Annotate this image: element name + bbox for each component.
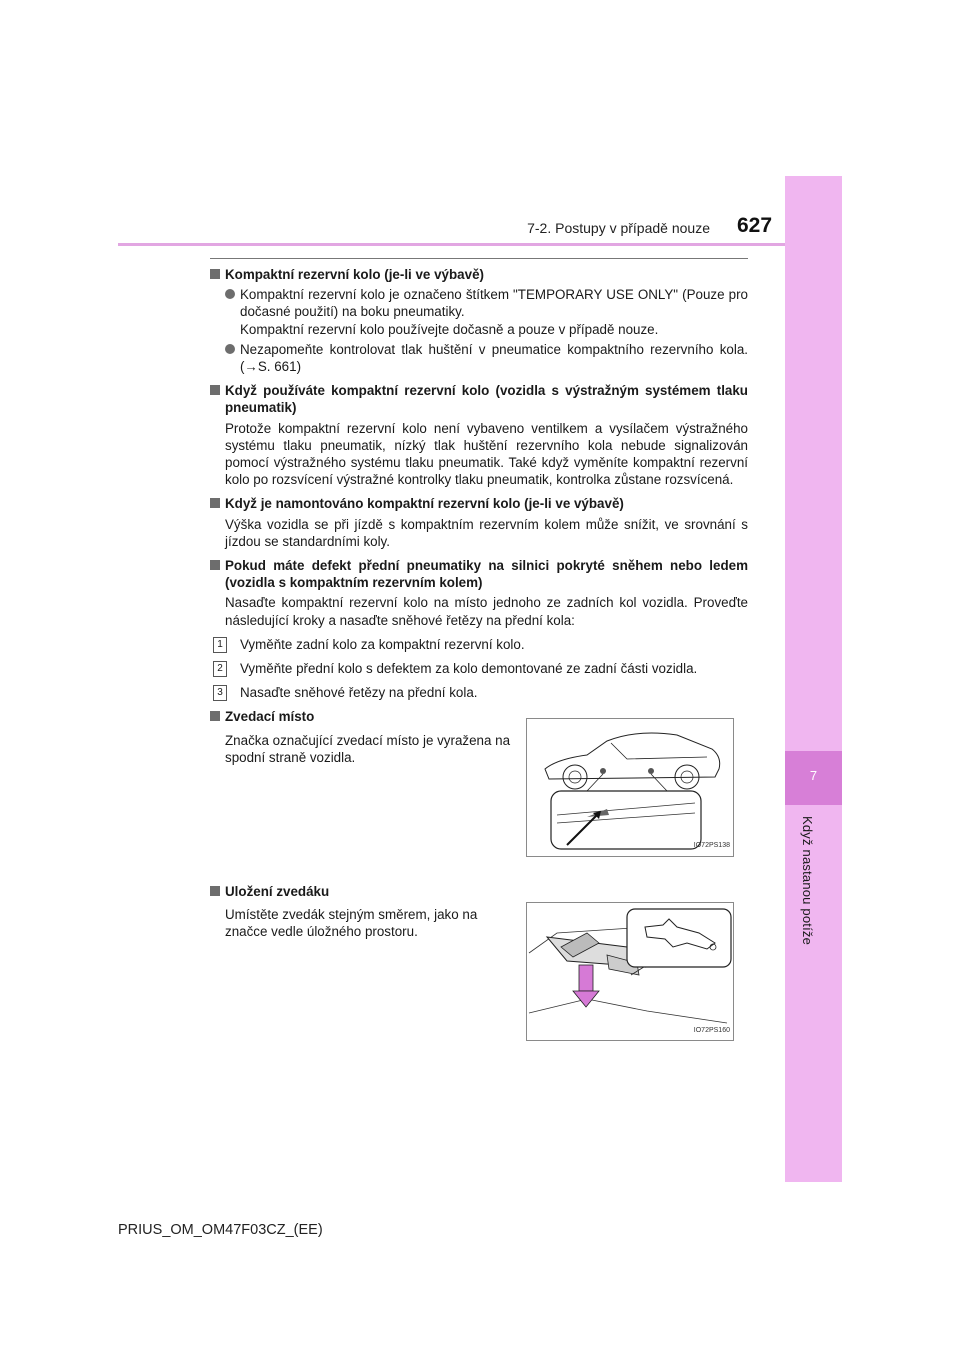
bullet-check-pressure: Nezapomeňte kontrolovat tlak huštění v pneumatice kompaktního rezervního kola. (→S. 661) bbox=[210, 341, 748, 375]
paragraph-snow: Nasaďte kompaktní rezervní kolo na místo jednoho ze zadních kol vozidla. Proveďte následující kroky a nasaďte sněhové řetězy na přední kola: bbox=[225, 595, 748, 628]
heading-installed: Když je namontováno kompaktní rezervní kolo (je-li ve výbavě) bbox=[210, 495, 748, 512]
jack-point-row bbox=[210, 726, 748, 876]
jack-storage-illustration bbox=[527, 903, 733, 1040]
bullet-temporary-use: Kompaktní rezervní kolo je označeno štítkem "TEMPORARY USE ONLY" (Pouze pro dočasné použití) na boku pneumatiky. Kompaktní rezervní kolo používejte dočasně a pouze v případě nouze. bbox=[210, 286, 748, 338]
square-bullet-icon bbox=[210, 269, 220, 279]
round-bullet-icon bbox=[225, 344, 235, 354]
header-rule bbox=[118, 243, 785, 246]
paragraph-jack-storage: Umístěte zvedák stejným směrem, jako na značce vedle úložného prostoru. bbox=[225, 906, 478, 940]
square-bullet-icon bbox=[210, 560, 220, 570]
chapter-number: 7 bbox=[809, 768, 818, 783]
paragraph-tpms: Protože kompaktní rezervní kolo není vybaveno ventilkem a vysílačem výstražného systému tlaku pneumatik, nízký tlak huštění rezervního kola nebude signalizován pomocí výstražného systému tlaku pneumatik. Také když vyměníte kompaktní rezervní kolo po rozsvícení výstražné kontrolky tlaku pneumatik, kontrolka zůstane rozsvícená. bbox=[225, 420, 748, 488]
heading-compact-spare: Kompaktní rezervní kolo (je-li ve výbavě) bbox=[210, 266, 748, 283]
jack-storage-row bbox=[210, 900, 748, 1050]
paragraph-installed: Výška vozidla se při jízdě s kompaktním rezervním kolem může snížit, ve srovnání s jízdou se standardními koly. bbox=[225, 516, 748, 549]
step-number: 2 bbox=[213, 661, 227, 677]
document-code: PRIUS_OM_OM47F03CZ_(EE) bbox=[118, 1222, 323, 1238]
square-bullet-icon bbox=[210, 385, 220, 395]
step-number: 1 bbox=[213, 637, 227, 653]
step-2: 2 Vyměňte přední kolo s defektem za kolo demontované ze zadní části vozidla. bbox=[210, 660, 748, 677]
page-content bbox=[210, 258, 748, 1050]
square-bullet-icon bbox=[210, 886, 220, 896]
step-number: 3 bbox=[213, 685, 227, 701]
heading-snow: Pokud máte defekt přední pneumatiky na silnici pokryté sněhem nebo ledem (vozidla s kompaktním rezervním kolem) bbox=[210, 557, 748, 591]
heading-jack-storage: Uložení zvedáku bbox=[210, 883, 748, 900]
step-1: 1 Vyměňte zadní kolo za kompaktní rezervní kolo. bbox=[210, 636, 748, 653]
round-bullet-icon bbox=[225, 289, 235, 299]
figure-jack-point bbox=[526, 718, 734, 857]
chapter-label: Když nastanou potíže bbox=[800, 816, 815, 946]
figure-jack-storage bbox=[526, 902, 734, 1041]
side-tab bbox=[785, 176, 842, 1182]
step-3: 3 Nasaďte sněhové řetězy na přední kola. bbox=[210, 684, 748, 701]
square-bullet-icon bbox=[210, 711, 220, 721]
heading-tpms: Když používáte kompaktní rezervní kolo (vozidla s výstražným systémem tlaku pneumatik) bbox=[210, 382, 748, 416]
figure-code: IO72PS160 bbox=[693, 1026, 730, 1034]
square-bullet-icon bbox=[210, 498, 220, 508]
heading-jack-point: Zvedací místo bbox=[210, 708, 748, 725]
car-jack-point-illustration bbox=[527, 719, 733, 856]
paragraph-jack-point: Značka označující zvedací místo je vyražena na spodní straně vozidla. bbox=[225, 732, 511, 765]
page-number: 627 bbox=[737, 214, 773, 237]
section-title: 7-2. Postupy v případě nouze bbox=[527, 220, 710, 236]
figure-code: IO72PS138 bbox=[693, 842, 730, 850]
